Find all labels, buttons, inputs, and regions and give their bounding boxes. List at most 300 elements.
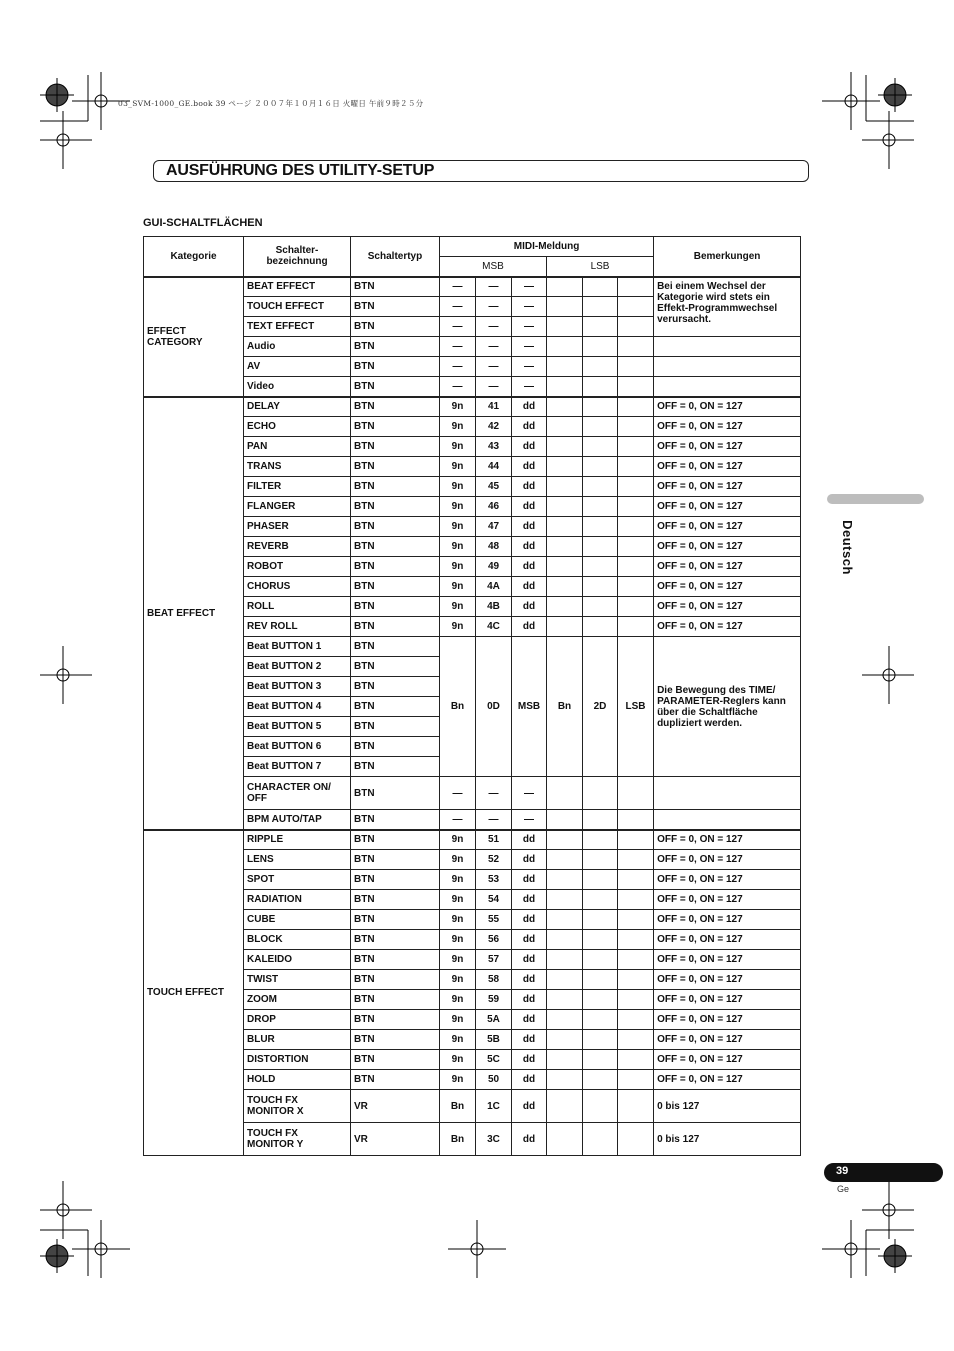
group-2 — [144, 830, 801, 1156]
category-cell: TOUCH EFFECT — [144, 830, 244, 1156]
midi-lsb-1 — [547, 850, 583, 870]
button-type-cell: BTN — [351, 577, 440, 597]
midi-msb-3: dd — [512, 890, 547, 910]
remarks-cell — [654, 810, 801, 830]
midi-msb-3: dd — [512, 830, 547, 850]
button-name-cell: KALEIDO — [244, 950, 351, 970]
midi-lsb-1 — [547, 397, 583, 417]
button-name-cell: ZOOM — [244, 990, 351, 1010]
midi-msb-3: dd — [512, 1050, 547, 1070]
button-type-cell: BTN — [351, 1070, 440, 1090]
midi-msb-2: — — [476, 317, 512, 337]
button-type-cell: BTN — [351, 1010, 440, 1030]
midi-msb-3: dd — [512, 397, 547, 417]
midi-lsb-2 — [583, 497, 618, 517]
midi-lsb-1 — [547, 357, 583, 377]
midi-msb-1: 9n — [440, 417, 476, 437]
midi-msb-1: — — [440, 777, 476, 810]
button-name-cell: AV — [244, 357, 351, 377]
remarks-cell: OFF = 0, ON = 127 — [654, 850, 801, 870]
midi-msb-3: — — [512, 357, 547, 377]
midi-msb-3: dd — [512, 1010, 547, 1030]
midi-lsb-1 — [547, 950, 583, 970]
header-midi-meldung: MIDI-Meldung — [440, 237, 654, 257]
midi-msb-1: 9n — [440, 517, 476, 537]
midi-msb-3: dd — [512, 930, 547, 950]
midi-lsb-3 — [618, 850, 654, 870]
remarks-cell — [654, 357, 801, 377]
midi-msb-1: 9n — [440, 457, 476, 477]
midi-msb-3: dd — [512, 557, 547, 577]
button-type-cell: VR — [351, 1123, 440, 1156]
midi-l2: 2D — [583, 637, 618, 777]
midi-lsb-1 — [547, 930, 583, 950]
midi-msb-3: dd — [512, 517, 547, 537]
midi-msb-3: dd — [512, 597, 547, 617]
midi-msb-3: dd — [512, 537, 547, 557]
midi-lsb-1 — [547, 597, 583, 617]
midi-lsb-3 — [618, 950, 654, 970]
midi-msb-1: 9n — [440, 950, 476, 970]
midi-lsb-1 — [547, 1123, 583, 1156]
midi-msb-1: 9n — [440, 537, 476, 557]
midi-msb-3: dd — [512, 477, 547, 497]
midi-msb-3: dd — [512, 850, 547, 870]
midi-msb-2: — — [476, 357, 512, 377]
category-cell: BEAT EFFECT — [144, 397, 244, 830]
midi-m2: 0D — [476, 637, 512, 777]
midi-msb-3: — — [512, 317, 547, 337]
midi-msb-1: 9n — [440, 477, 476, 497]
midi-msb-3: dd — [512, 910, 547, 930]
button-name-cell: TWIST — [244, 970, 351, 990]
button-type-cell: BTN — [351, 890, 440, 910]
midi-lsb-2 — [583, 1050, 618, 1070]
midi-lsb-2 — [583, 1010, 618, 1030]
button-type-cell: BTN — [351, 457, 440, 477]
midi-lsb-3 — [618, 277, 654, 297]
remarks-cell: OFF = 0, ON = 127 — [654, 417, 801, 437]
midi-msb-2: 50 — [476, 1070, 512, 1090]
midi-lsb-3 — [618, 397, 654, 417]
midi-msb-3: dd — [512, 1123, 547, 1156]
button-type-cell: BTN — [351, 417, 440, 437]
section-heading: GUI-SCHALTFLÄCHEN — [143, 217, 263, 229]
midi-msb-2: 44 — [476, 457, 512, 477]
midi-msb-2: 1C — [476, 1090, 512, 1123]
button-name-cell: PAN — [244, 437, 351, 457]
midi-lsb-1 — [547, 830, 583, 850]
midi-msb-1: 9n — [440, 1070, 476, 1090]
button-type-cell: BTN — [351, 437, 440, 457]
button-type-cell: BTN — [351, 970, 440, 990]
midi-msb-1: — — [440, 357, 476, 377]
midi-lsb-3 — [618, 1010, 654, 1030]
button-name-cell: DROP — [244, 1010, 351, 1030]
button-type-cell: BTN — [351, 397, 440, 417]
button-type-cell: BTN — [351, 677, 440, 697]
button-type-cell: BTN — [351, 597, 440, 617]
midi-msb-2: — — [476, 297, 512, 317]
midi-msb-2: 43 — [476, 437, 512, 457]
language-label: Deutsch — [839, 520, 855, 575]
midi-lsb-1 — [547, 1030, 583, 1050]
midi-msb-1: 9n — [440, 870, 476, 890]
midi-lsb-3 — [618, 1030, 654, 1050]
midi-msb-2: — — [476, 777, 512, 810]
button-type-cell: BTN — [351, 950, 440, 970]
midi-msb-1: 9n — [440, 1010, 476, 1030]
remarks-cell — [654, 377, 801, 397]
button-name-cell: RIPPLE — [244, 830, 351, 850]
midi-lsb-2 — [583, 477, 618, 497]
remarks-cell: OFF = 0, ON = 127 — [654, 870, 801, 890]
midi-lsb-3 — [618, 1070, 654, 1090]
page-number-badge — [824, 1163, 943, 1182]
midi-msb-1: 9n — [440, 850, 476, 870]
midi-msb-1: 9n — [440, 990, 476, 1010]
midi-msb-2: 57 — [476, 950, 512, 970]
button-type-cell: BTN — [351, 337, 440, 357]
midi-lsb-3 — [618, 317, 654, 337]
midi-lsb-2 — [583, 617, 618, 637]
page-language-code: Ge — [837, 1184, 850, 1194]
midi-msb-3: — — [512, 297, 547, 317]
midi-lsb-1 — [547, 810, 583, 830]
button-name-cell: TEXT EFFECT — [244, 317, 351, 337]
remarks-cell: OFF = 0, ON = 127 — [654, 457, 801, 477]
button-type-cell: BTN — [351, 910, 440, 930]
page-title: AUSFÜHRUNG DES UTILITY-SETUP — [166, 162, 435, 179]
midi-msb-2: 55 — [476, 910, 512, 930]
remarks-cell: OFF = 0, ON = 127 — [654, 497, 801, 517]
button-name-cell: Beat BUTTON 2 — [244, 657, 351, 677]
midi-msb-2: 53 — [476, 870, 512, 890]
midi-lsb-3 — [618, 890, 654, 910]
midi-msb-1: 9n — [440, 1050, 476, 1070]
midi-lsb-1 — [547, 517, 583, 537]
midi-lsb-1 — [547, 277, 583, 297]
midi-lsb-1 — [547, 990, 583, 1010]
midi-lsb-1 — [547, 777, 583, 810]
button-name-cell: Video — [244, 377, 351, 397]
midi-lsb-3 — [618, 457, 654, 477]
button-name-cell: ECHO — [244, 417, 351, 437]
button-type-cell: BTN — [351, 297, 440, 317]
midi-msb-3: — — [512, 277, 547, 297]
remarks-cell: OFF = 0, ON = 127 — [654, 1070, 801, 1090]
language-tab — [827, 494, 924, 504]
midi-lsb-1 — [547, 1050, 583, 1070]
midi-msb-1: Bn — [440, 1123, 476, 1156]
header-msb: MSB — [440, 257, 547, 277]
midi-msb-3: dd — [512, 437, 547, 457]
midi-lsb-3 — [618, 970, 654, 990]
midi-lsb-1 — [547, 970, 583, 990]
remarks-cell: OFF = 0, ON = 127 — [654, 557, 801, 577]
button-name-cell: Beat BUTTON 7 — [244, 757, 351, 777]
midi-msb-1: — — [440, 277, 476, 297]
midi-msb-3: — — [512, 377, 547, 397]
midi-msb-3: dd — [512, 457, 547, 477]
button-name-cell: BEAT EFFECT — [244, 277, 351, 297]
button-name-cell: BLOCK — [244, 930, 351, 950]
button-type-cell: BTN — [351, 850, 440, 870]
midi-msb-2: 52 — [476, 850, 512, 870]
button-type-cell: BTN — [351, 810, 440, 830]
button-name-cell: HOLD — [244, 1070, 351, 1090]
midi-msb-3: dd — [512, 577, 547, 597]
page-number: 39 — [836, 1165, 849, 1177]
midi-msb-3: dd — [512, 950, 547, 970]
midi-msb-1: 9n — [440, 970, 476, 990]
midi-lsb-2 — [583, 850, 618, 870]
button-type-cell: BTN — [351, 717, 440, 737]
midi-msb-1: Bn — [440, 1090, 476, 1123]
button-name-cell: ROBOT — [244, 557, 351, 577]
midi-lsb-3 — [618, 617, 654, 637]
remarks-cell: OFF = 0, ON = 127 — [654, 437, 801, 457]
midi-lsb-3 — [618, 557, 654, 577]
button-type-cell: BTN — [351, 277, 440, 297]
midi-msb-3: dd — [512, 1030, 547, 1050]
midi-lsb-2 — [583, 1123, 618, 1156]
midi-msb-3: dd — [512, 1090, 547, 1123]
button-type-cell: BTN — [351, 477, 440, 497]
midi-lsb-1 — [547, 890, 583, 910]
midi-msb-1: 9n — [440, 397, 476, 417]
midi-msb-2: 4B — [476, 597, 512, 617]
button-name-cell: Beat BUTTON 5 — [244, 717, 351, 737]
midi-lsb-1 — [547, 317, 583, 337]
midi-lsb-3 — [618, 830, 654, 850]
midi-lsb-3 — [618, 870, 654, 890]
header-kategorie: Kategorie — [144, 237, 244, 277]
button-name-cell: FLANGER — [244, 497, 351, 517]
midi-lsb-3 — [618, 337, 654, 357]
midi-lsb-2 — [583, 777, 618, 810]
button-name-cell: DELAY — [244, 397, 351, 417]
button-type-cell: BTN — [351, 617, 440, 637]
midi-msb-1: 9n — [440, 497, 476, 517]
midi-msb-3: dd — [512, 990, 547, 1010]
midi-msb-1: 9n — [440, 1030, 476, 1050]
midi-lsb-2 — [583, 1090, 618, 1123]
midi-msb-1: — — [440, 377, 476, 397]
button-name-cell: FILTER — [244, 477, 351, 497]
midi-lsb-3 — [618, 810, 654, 830]
midi-m3: MSB — [512, 637, 547, 777]
midi-msb-1: 9n — [440, 890, 476, 910]
midi-lsb-2 — [583, 397, 618, 417]
midi-msb-2: 4A — [476, 577, 512, 597]
remarks-cell: OFF = 0, ON = 127 — [654, 910, 801, 930]
midi-msb-2: 56 — [476, 930, 512, 950]
midi-msb-3: dd — [512, 497, 547, 517]
remarks-cell: OFF = 0, ON = 127 — [654, 517, 801, 537]
remarks-cell: Die Bewegung des TIME/ PARAMETER-Reglers kann über die Schaltfläche dupliziert werden. — [654, 637, 801, 777]
midi-lsb-1 — [547, 870, 583, 890]
midi-msb-2: — — [476, 337, 512, 357]
midi-lsb-3 — [618, 417, 654, 437]
midi-msb-3: dd — [512, 970, 547, 990]
midi-lsb-2 — [583, 870, 618, 890]
midi-lsb-3 — [618, 1050, 654, 1070]
midi-msb-2: 59 — [476, 990, 512, 1010]
midi-msb-1: 9n — [440, 597, 476, 617]
header-schalterbezeichnung: Schalter- bezeichnung — [244, 237, 351, 277]
midi-msb-3: — — [512, 810, 547, 830]
midi-lsb-3 — [618, 517, 654, 537]
button-name-cell: LENS — [244, 850, 351, 870]
midi-lsb-1 — [547, 297, 583, 317]
midi-lsb-1 — [547, 537, 583, 557]
midi-msb-2: — — [476, 377, 512, 397]
midi-msb-1: — — [440, 297, 476, 317]
button-type-cell: BTN — [351, 697, 440, 717]
midi-msb-1: 9n — [440, 930, 476, 950]
midi-lsb-2 — [583, 890, 618, 910]
table-row — [144, 397, 801, 417]
midi-msb-2: 3C — [476, 1123, 512, 1156]
midi-m1: Bn — [440, 637, 476, 777]
button-name-cell: CUBE — [244, 910, 351, 930]
button-name-cell: SPOT — [244, 870, 351, 890]
midi-lsb-3 — [618, 777, 654, 810]
button-name-cell: TRANS — [244, 457, 351, 477]
midi-lsb-2 — [583, 910, 618, 930]
midi-lsb-1 — [547, 437, 583, 457]
midi-lsb-3 — [618, 1123, 654, 1156]
midi-msb-1: 9n — [440, 910, 476, 930]
midi-msb-2: 42 — [476, 417, 512, 437]
midi-lsb-2 — [583, 317, 618, 337]
midi-lsb-2 — [583, 990, 618, 1010]
midi-lsb-1 — [547, 1070, 583, 1090]
midi-msb-1: 9n — [440, 577, 476, 597]
page-title-bar — [153, 160, 809, 182]
button-type-cell: BTN — [351, 357, 440, 377]
remarks-cell: OFF = 0, ON = 127 — [654, 830, 801, 850]
midi-msb-2: 45 — [476, 477, 512, 497]
midi-msb-2: — — [476, 277, 512, 297]
button-type-cell: BTN — [351, 537, 440, 557]
midi-lsb-1 — [547, 557, 583, 577]
button-name-cell: Beat BUTTON 6 — [244, 737, 351, 757]
midi-lsb-1 — [547, 457, 583, 477]
remarks-cell: OFF = 0, ON = 127 — [654, 397, 801, 417]
midi-msb-2: 41 — [476, 397, 512, 417]
midi-lsb-1 — [547, 477, 583, 497]
button-name-cell: TOUCH FX MONITOR X — [244, 1090, 351, 1123]
button-type-cell: BTN — [351, 870, 440, 890]
file-header: 03_SVM-1000_GE.book 39 ページ ２００７年１０月１６日 火曜日 午前９時２５分 — [118, 99, 424, 108]
midi-lsb-2 — [583, 337, 618, 357]
midi-lsb-2 — [583, 537, 618, 557]
midi-msb-2: 4C — [476, 617, 512, 637]
midi-msb-2: — — [476, 810, 512, 830]
midi-lsb-2 — [583, 357, 618, 377]
midi-lsb-3 — [618, 477, 654, 497]
midi-msb-3: dd — [512, 1070, 547, 1090]
button-name-cell: Audio — [244, 337, 351, 357]
header-lsb: LSB — [547, 257, 654, 277]
button-name-cell: ROLL — [244, 597, 351, 617]
button-type-cell: BTN — [351, 777, 440, 810]
button-name-cell: RADIATION — [244, 890, 351, 910]
midi-lsb-2 — [583, 297, 618, 317]
midi-lsb-1 — [547, 497, 583, 517]
midi-msb-2: 49 — [476, 557, 512, 577]
remarks-cell: OFF = 0, ON = 127 — [654, 1050, 801, 1070]
button-name-cell: BLUR — [244, 1030, 351, 1050]
midi-lsb-1 — [547, 617, 583, 637]
button-name-cell: Beat BUTTON 4 — [244, 697, 351, 717]
midi-lsb-3 — [618, 357, 654, 377]
midi-lsb-3 — [618, 577, 654, 597]
button-type-cell: BTN — [351, 1050, 440, 1070]
midi-msb-2: 46 — [476, 497, 512, 517]
midi-lsb-2 — [583, 377, 618, 397]
remarks-cell — [654, 337, 801, 357]
remarks-cell: OFF = 0, ON = 127 — [654, 577, 801, 597]
remarks-cell: OFF = 0, ON = 127 — [654, 617, 801, 637]
gui-buttons-table — [143, 236, 801, 1156]
remarks-cell: OFF = 0, ON = 127 — [654, 597, 801, 617]
midi-lsb-2 — [583, 810, 618, 830]
midi-msb-3: dd — [512, 417, 547, 437]
remarks-cell: Bei einem Wechsel der Kategorie wird stets ein Effekt-Programmwechsel verursacht. — [654, 277, 801, 337]
midi-lsb-1 — [547, 1010, 583, 1030]
button-type-cell: BTN — [351, 657, 440, 677]
midi-l3: LSB — [618, 637, 654, 777]
midi-lsb-2 — [583, 970, 618, 990]
remarks-cell: OFF = 0, ON = 127 — [654, 477, 801, 497]
button-type-cell: BTN — [351, 317, 440, 337]
button-type-cell: BTN — [351, 377, 440, 397]
remarks-cell: OFF = 0, ON = 127 — [654, 970, 801, 990]
midi-lsb-1 — [547, 1090, 583, 1123]
table-row — [144, 277, 801, 297]
midi-msb-3: — — [512, 777, 547, 810]
button-name-cell: DISTORTION — [244, 1050, 351, 1070]
midi-msb-1: — — [440, 337, 476, 357]
button-type-cell: BTN — [351, 990, 440, 1010]
midi-msb-2: 5A — [476, 1010, 512, 1030]
group-0 — [144, 277, 801, 397]
midi-lsb-2 — [583, 557, 618, 577]
midi-msb-3: — — [512, 337, 547, 357]
midi-lsb-3 — [618, 377, 654, 397]
button-name-cell: CHORUS — [244, 577, 351, 597]
remarks-cell: OFF = 0, ON = 127 — [654, 950, 801, 970]
midi-lsb-2 — [583, 1070, 618, 1090]
midi-msb-3: dd — [512, 617, 547, 637]
button-name-cell: TOUCH EFFECT — [244, 297, 351, 317]
button-type-cell: BTN — [351, 557, 440, 577]
button-type-cell: BTN — [351, 757, 440, 777]
midi-lsb-2 — [583, 597, 618, 617]
midi-msb-2: 51 — [476, 830, 512, 850]
button-name-cell: PHASER — [244, 517, 351, 537]
midi-lsb-1 — [547, 337, 583, 357]
midi-lsb-3 — [618, 990, 654, 1010]
midi-msb-1: 9n — [440, 830, 476, 850]
remarks-cell: 0 bis 127 — [654, 1123, 801, 1156]
button-name-cell: TOUCH FX MONITOR Y — [244, 1123, 351, 1156]
category-cell: EFFECT CATEGORY — [144, 277, 244, 397]
midi-lsb-2 — [583, 517, 618, 537]
